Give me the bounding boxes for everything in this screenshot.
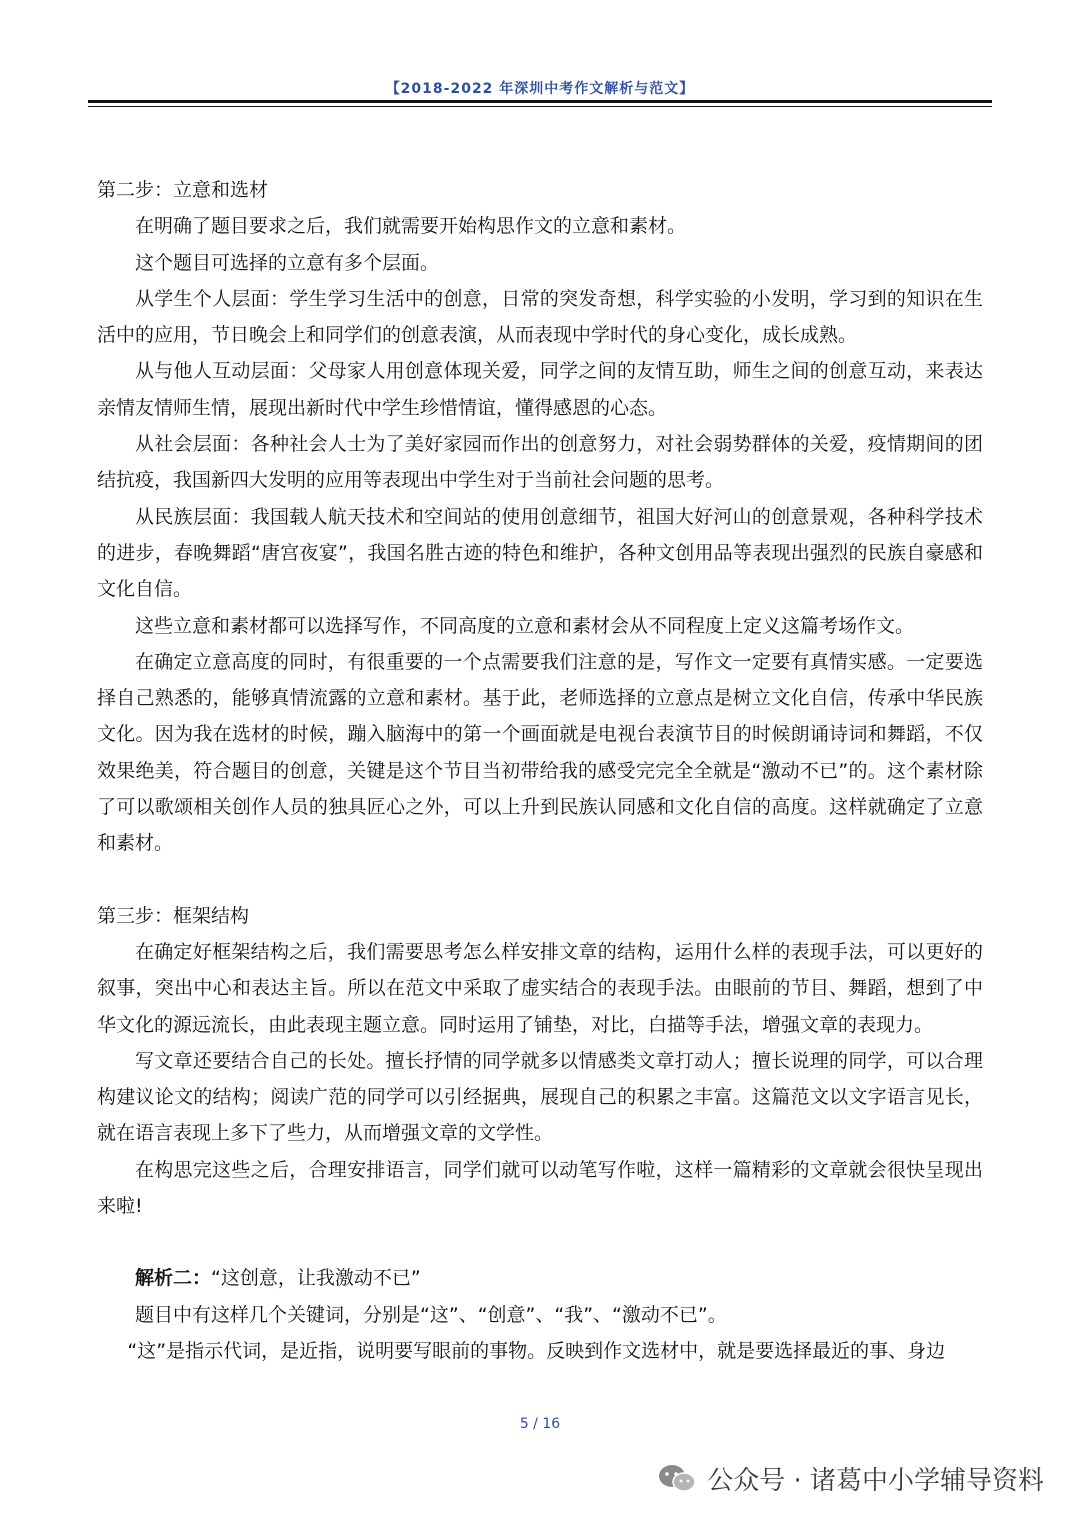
step3-heading: 第三步：框架结构: [97, 904, 250, 927]
step2-paragraph: 从民族层面：我国载人航天技术和空间站的使用创意细节，祖国大好河山的创意景观，各种科学技术的进步，春晚舞蹈“唐宫夜宴”，我国名胜古迹的特色和维护，各种文创用品等表现出强烈的民族自豪感和文化自信。: [97, 505, 983, 601]
analysis2-line: 题目中有这样几个关键词，分别是“这”、“创意”、“我”、“激动不已”。: [135, 1303, 727, 1326]
step2-paragraph: 从社会层面：各种社会人士为了美好家园而作出的创意努力，对社会弱势群体的关爱，疫情期间的团结抗疫，我国新四大发明的应用等表现出中学生对于当前社会问题的思考。: [97, 433, 983, 492]
step2-paragraph: 在明确了题目要求之后，我们就需要开始构思作文的立意和素材。: [135, 215, 687, 238]
section-spacer: [97, 862, 983, 898]
step2-paragraph: 这些立意和素材都可以选择写作，不同高度的立意和素材会从不同程度上定义这篇考场作文。: [135, 614, 915, 637]
step3-paragraph: 在构思完这些之后，合理安排语言，同学们就可以动笔写作啦，这样一篇精彩的文章就会很快呈现出来啦!: [97, 1158, 983, 1218]
analysis2-heading: [97, 1260, 983, 1296]
header-rule-thick: [88, 100, 992, 103]
analysis2-line: “这”是指示代词，是近指，说明要写眼前的事物。反映到作文选材中，就是要选择最近的事、身边: [127, 1339, 946, 1362]
step3-paragraph: 写文章还要结合自己的长处。擅长抒情的同学就多以情感类文章打动人；擅长说理的同学，可以合理构建议论文的结构；阅读广范的同学可以引经据典，展现自己的积累之丰富。这篇范文以文字语言见长，就在语言表现上多下了些力，从而增强文章的文学性。: [97, 1049, 983, 1145]
step2-paragraph: 从学生个人层面：学生学习生活中的创意，日常的突发奇想，科学实验的小发明，学习到的知识在生活中的应用，节日晚会上和同学们的创意表演，从而表现中学时代的身心变化，成长成熟。: [97, 287, 983, 347]
step2-heading: 第二步：立意和选材: [97, 179, 269, 201]
analysis2-label: 解析二：: [135, 1267, 212, 1290]
step2-paragraph: 这个题目可选择的立意有多个层面。: [135, 251, 440, 274]
wechat-icon: [657, 1463, 697, 1495]
watermark: [657, 1460, 1044, 1497]
document-body: [97, 172, 983, 1369]
page-number: 5 / 16: [519, 1416, 561, 1432]
step2-paragraph: 在确定立意高度的同时，有很重要的一个点需要我们注意的是，写作文一定要有真情实感。一定要选择自己熟悉的，能够真情流露的立意和素材。基于此，老师选择的立意点是树立文化自信，传承中华民族文化。因为我在选材的时候，蹦入脑海中的第一个画面就是电视台表演节目的时候朗诵诗词和舞蹈，不仅效果绝美，符合题目的创意，关键是这个节目当初带给我的感受完完全全就是“激动不已”的。这个素材除了可以歌颂相关创作人员的独具匠心之外，可以上升到民族认同感和文化自信的高度。这样就确定了立意和素材。: [97, 650, 983, 855]
analysis2-title: “这创意，让我激动不已”: [211, 1267, 421, 1290]
document-header-title: 【2018-2022 年深圳中考作文解析与范文】: [385, 81, 695, 97]
step2-paragraph: 从与他人互动层面：父母家人用创意体现关爱，同学之间的友情互助，师生之间的创意互动，来表达亲情友情师生情，展现出新时代中学生珍惜情谊，懂得感恩的心态。: [97, 360, 983, 419]
header-rule-thin: [88, 106, 992, 107]
step3-paragraph: 在确定好框架结构之后，我们需要思考怎么样安排文章的结构，运用什么样的表现手法，可以更好的叙事，突出中心和表达主旨。所以在范文中采取了虚实结合的表现手法。由眼前的节目、舞蹈，想到了中华文化的源远流长，由此表现主题立意。同时运用了铺垫，对比，白描等手法，增强文章的表现力。: [97, 940, 983, 1036]
watermark-text: 公众号 · 诸葛中小学辅导资料: [707, 1466, 1044, 1496]
section-spacer: [97, 1224, 983, 1260]
